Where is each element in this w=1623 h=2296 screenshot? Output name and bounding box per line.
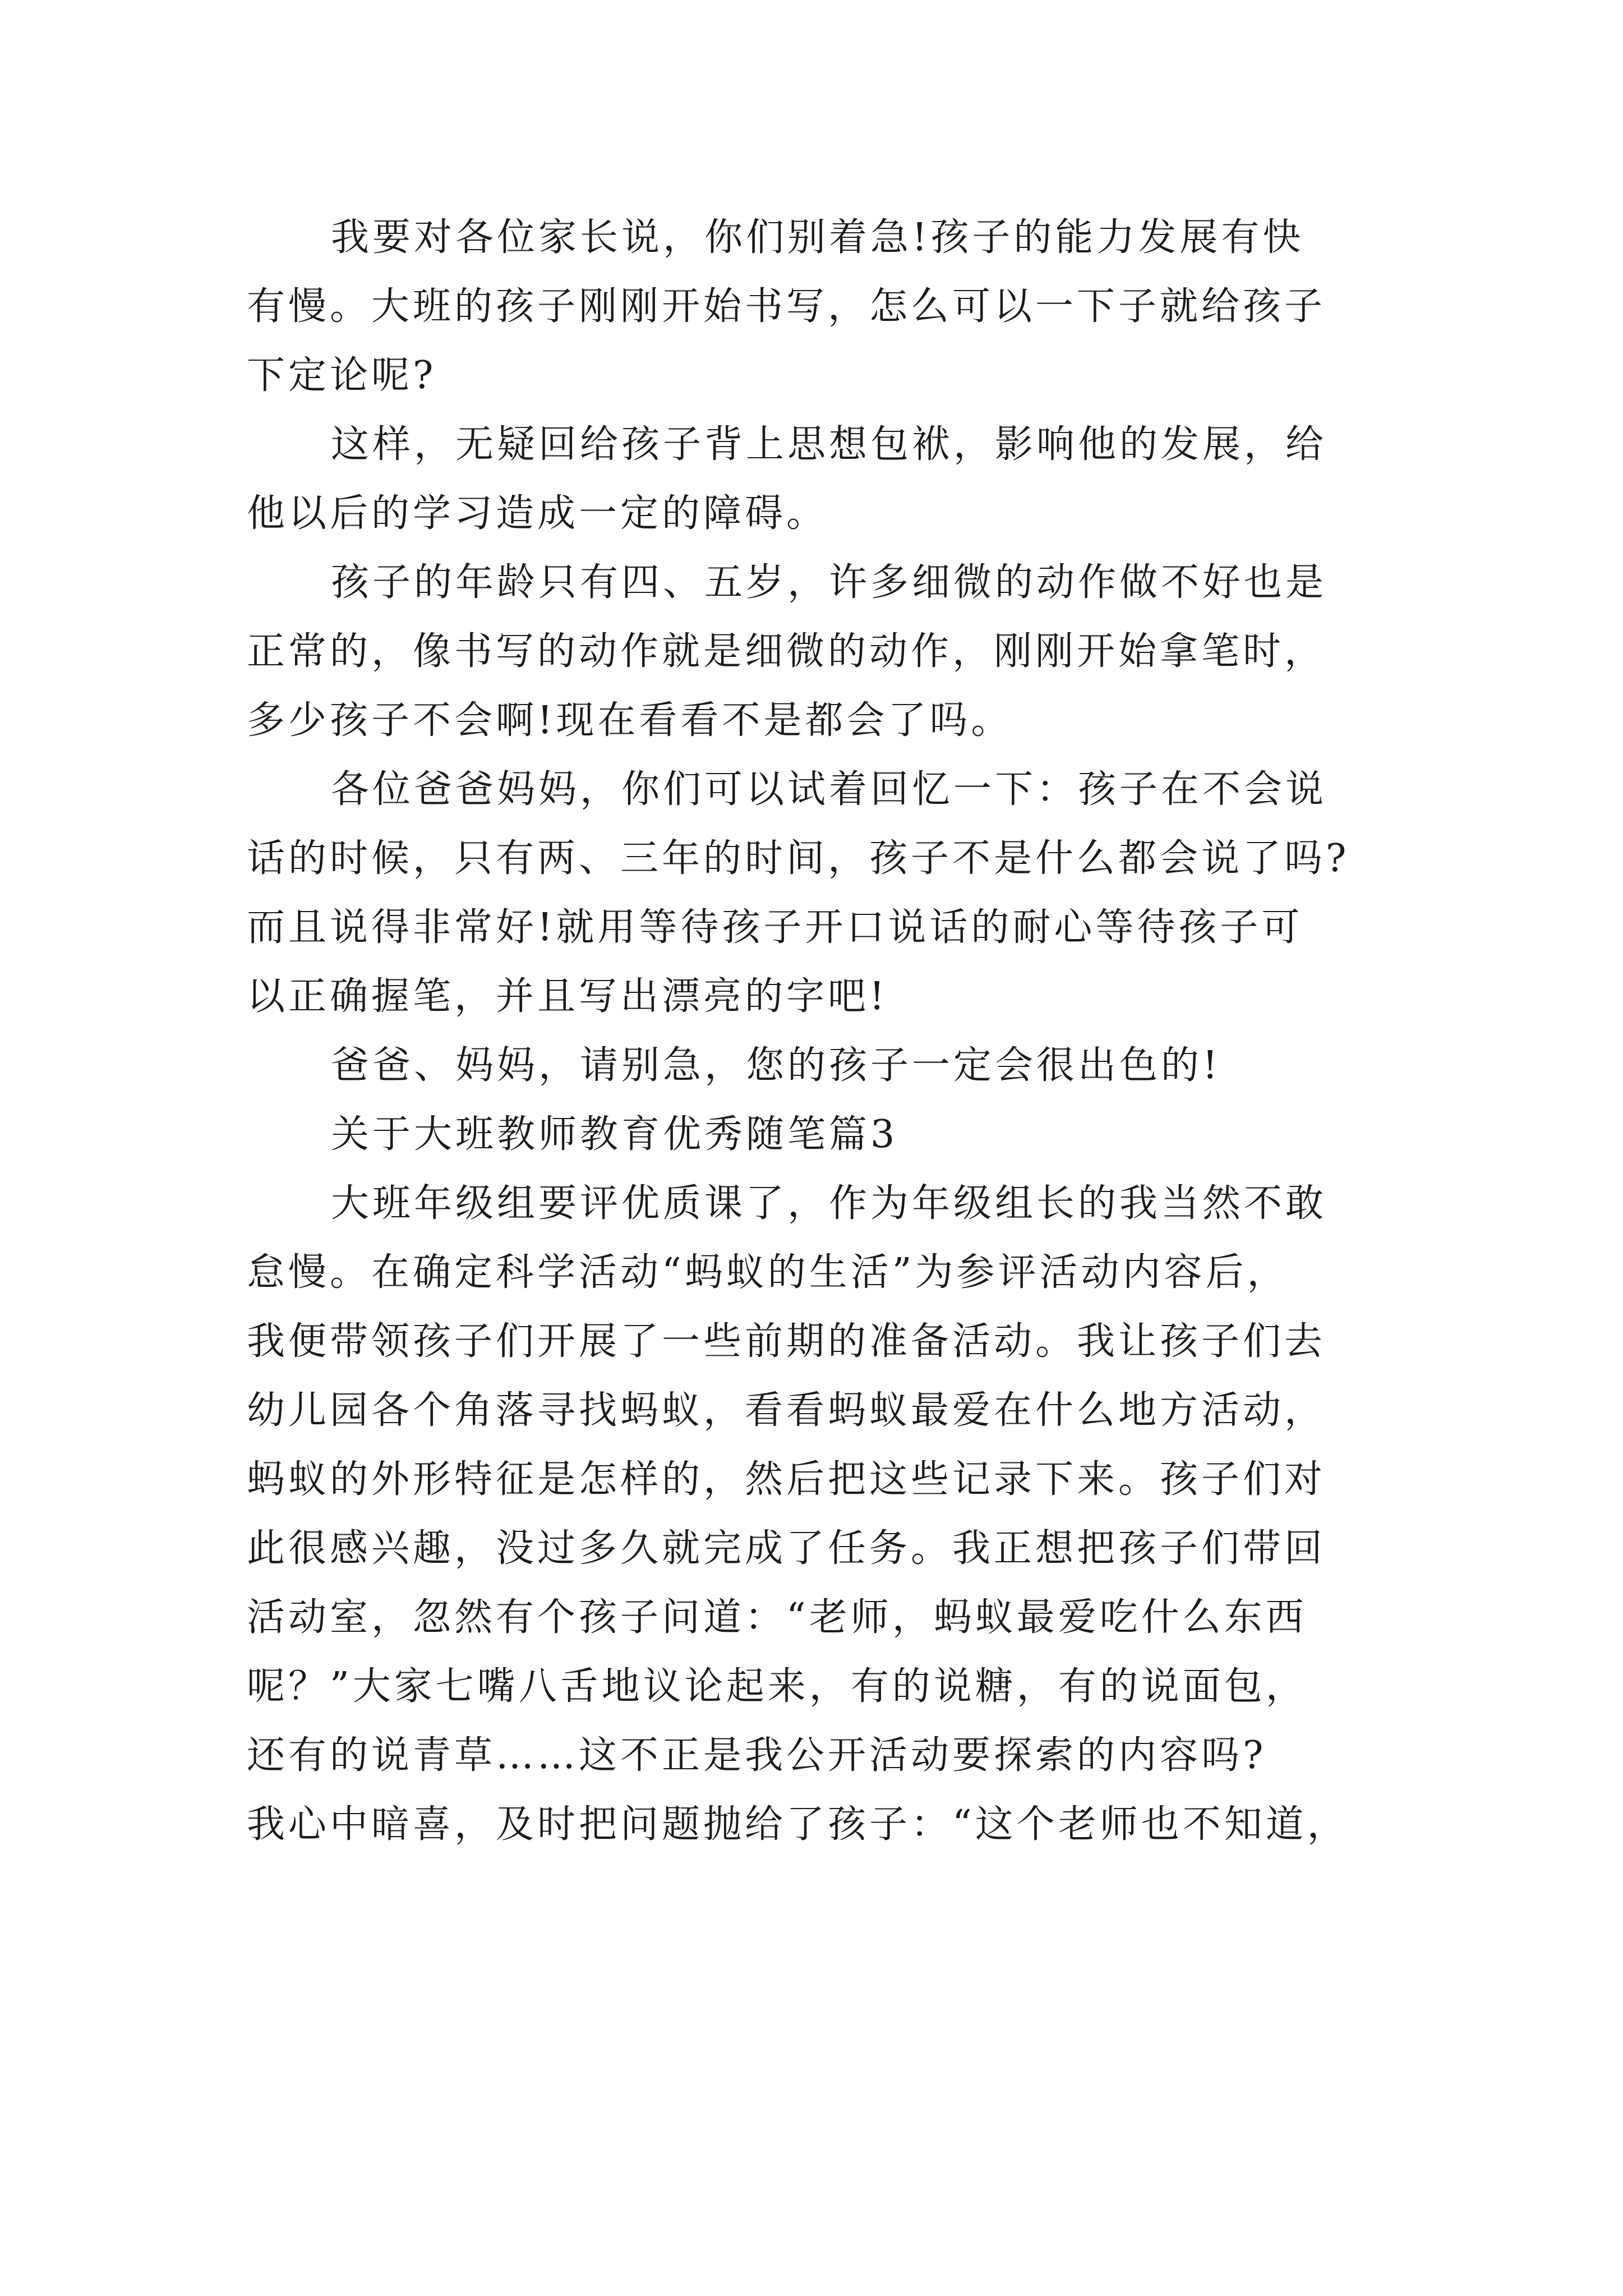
paragraph-line: 各位爸爸妈妈，你们可以试着回忆一下：孩子在不会说 [331,767,1327,812]
paragraph-line: 而且说得非常好!就用等待孩子开口说话的耐心等待孩子可 [247,905,1303,950]
paragraph-line: 呢？”大家七嘴八舌地议论起来，有的说糖，有的说面包， [247,1664,1307,1709]
paragraph-line: 我要对各位家长说，你们别着急!孩子的能力发展有快 [331,215,1304,260]
paragraph-line: 爸爸、妈妈，请别急，您的孩子一定会很出色的! [331,1043,1221,1088]
paragraph-line: 孩子的年龄只有四、五岁，许多细微的动作做不好也是 [331,560,1327,605]
paragraph-line: 以正确握笔，并且写出漂亮的字吧! [247,974,888,1019]
paragraph-line: 活动室，忽然有个孩子问道：“老师，蚂蚁最爱吃什么东西 [247,1595,1307,1640]
paragraph-line: 多少孩子不会啊!现在看看不是都会了吗。 [247,698,1013,743]
paragraph-line: 我便带领孩子们开展了一些前期的准备活动。我让孩子们去 [247,1319,1326,1364]
paragraph-line: 这样，无疑回给孩子背上思想包袱，影响他的发展，给 [331,422,1327,467]
paragraph-line: 下定论呢? [247,353,437,398]
paragraph-line: 话的时候，只有两、三年的时间，孩子不是什么都会说了吗? [247,836,1350,881]
paragraph-line: 此很感兴趣，没过多久就完成了任务。我正想把孩子们带回 [247,1526,1326,1571]
paragraph-line: 他以后的学习造成一定的障碍。 [247,491,828,536]
paragraph-line: 幼儿园各个角落寻找蚂蚁，看看蚂蚁最爱在什么地方活动， [247,1388,1326,1433]
paragraph-line: 还有的说青草……这不正是我公开活动要探索的内容吗? [247,1733,1267,1778]
paragraph-line: 正常的，像书写的动作就是细微的动作，刚刚开始拿笔时， [247,629,1326,674]
paragraph-line: 我心中暗喜，及时把问题抛给了孩子：“这个老师也不知道， [247,1802,1349,1847]
paragraph-line: 大班年级组要评优质课了，作为年级组长的我当然不敢 [331,1181,1327,1226]
document-body [247,203,1391,1859]
paragraph-line: 有慢。大班的孩子刚刚开始书写，怎么可以一下子就给孩子 [247,284,1326,329]
paragraph-line: 怠慢。在确定科学活动“蚂蚁的生活”为参评活动内容后， [247,1250,1289,1295]
paragraph-line: 蚂蚁的外形特征是怎样的，然后把这些记录下来。孩子们对 [247,1457,1326,1502]
section-heading: 关于大班教师教育优秀随笔篇3 [331,1112,898,1157]
